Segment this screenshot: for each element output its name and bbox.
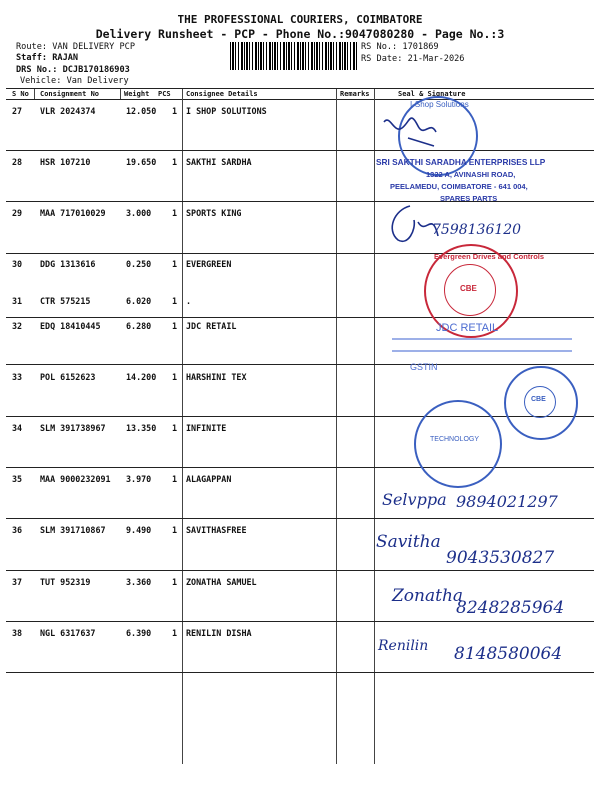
row-divider [6,467,594,468]
signature-35: Selvppa [382,490,447,509]
row-consignee: ALAGAPPAN [186,474,232,484]
row-pcs: 1 [172,525,178,535]
sakthi-stamp-addr2: PEELAMEDU, COIMBATORE - 641 004, [390,182,528,191]
runsheet-subtitle: Delivery Runsheet - PCP - Phone No.:9047080280 - Page No.:3 [95,27,505,41]
row-sno: 34 [12,423,23,433]
row-consignee: SAVITHASFREE [186,525,247,535]
row-consignment: MAA 717010029 [40,208,106,218]
row-pcs: 1 [172,321,178,331]
row-consignment: NGL 6317637 [40,628,96,638]
row-consignment: SLM 391710867 [40,525,106,535]
row-pcs: 1 [172,259,178,269]
row-divider [6,201,594,202]
col-divider [336,89,337,764]
row-sno: 32 [12,321,23,331]
row-divider [6,621,594,622]
row-weight: 19.650 [126,157,157,167]
company-title: THE PROFESSIONAL COURIERS, COIMBATORE [177,13,423,26]
row-weight: 3.970 [126,474,152,484]
row-sno: 36 [12,525,23,535]
row-consignment: SLM 391738967 [40,423,106,433]
row-weight: 6.280 [126,321,152,331]
col-sno: S No [12,90,29,98]
row-weight: 14.200 [126,372,157,382]
col-divider [34,89,35,99]
row-weight: 3.000 [126,208,152,218]
row-consignee: JDC RETAIL [186,321,237,331]
row-consignee: INFINITE [186,423,227,433]
row-sno: 29 [12,208,23,218]
col-consignee: Consignee Details [186,90,258,98]
row-weight: 6.020 [126,296,152,306]
row-weight: 13.350 [126,423,157,433]
row-pcs: 1 [172,296,178,306]
row-sno: 31 [12,296,23,306]
header-bottom-border [6,99,594,100]
col-seal: Seal & Signature [398,90,466,98]
row-consignee: EVERGREEN [186,259,232,269]
row-weight: 12.050 [126,106,157,116]
row-divider [6,364,594,365]
phone-36: 9043530827 [446,548,555,568]
row-consignee: . [186,296,192,306]
row-sno: 35 [12,474,23,484]
col-pcs: PCS [158,90,171,98]
row-sno: 37 [12,577,23,587]
harshini-stamp-center: CBE [531,396,546,403]
row-consignee: SPORTS KING [186,208,242,218]
col-weight: Weight [124,90,150,98]
barcode [230,42,358,70]
col-divider [374,89,375,764]
sakthi-stamp-addr1: 1322 A, AVINASHI ROAD, [426,170,516,179]
row-sno: 38 [12,628,23,638]
row-consignment: CTR 575215 [40,296,91,306]
rs-date: RS Date: 21-Mar-2026 [361,54,465,64]
row-pcs: 1 [172,372,178,382]
row-consignee: I SHOP SOLUTIONS [186,106,267,116]
signature-38: Renilin [378,638,429,654]
row-pcs: 1 [172,208,178,218]
row-pcs: 1 [172,157,178,167]
row-divider [6,672,594,673]
row-weight: 9.490 [126,525,152,535]
row-pcs: 1 [172,423,178,433]
row-sno: 33 [12,372,23,382]
route-label: Route: VAN DELIVERY PCP [16,42,135,52]
row-consignment: VLR 2024374 [40,106,96,116]
table-top-border [6,88,594,89]
row-consignment: POL 6152623 [40,372,96,382]
row-weight: 0.250 [126,259,152,269]
row-pcs: 1 [172,474,178,484]
rs-number: RS No.: 1701869 [361,42,439,52]
phone-38: 8148580064 [454,644,563,664]
col-consignment: Consignment No [40,90,100,98]
row-divider [6,518,594,519]
col-remarks: Remarks [340,90,370,98]
jdc-stamp-line [392,338,572,340]
row-consignee: SAKTHI SARDHA [186,157,252,167]
vehicle-label: Vehicle: Van Delivery [20,76,129,86]
phone-35: 9894021297 [456,492,558,511]
evergreen-stamp-center: CBE [460,284,477,293]
infinite-stamp-text: TECHNOLOGY [430,436,480,443]
signature-37: Zonatha [392,586,464,606]
infinite-stamp [414,400,502,488]
jdc-stamp-name: JDC RETAIL [436,322,499,334]
jdc-stamp-gst: GSTIN [410,362,438,372]
sakthi-stamp-name: SRI SAKTHI SARADHA ENTERPRISES LLP [376,157,546,167]
col-divider [182,89,183,764]
row-divider [6,150,594,151]
signature-36: Savitha [376,532,441,552]
phone-29: 7598136120 [432,222,522,238]
row-sno: 30 [12,259,23,269]
row-consignment: MAA 9000232091 [40,474,111,484]
row-pcs: 1 [172,577,178,587]
jdc-stamp-line [392,350,572,352]
phone-37: 8248285964 [456,598,565,618]
row-consignment: EDQ 18410445 [40,321,101,331]
staff-label: Staff: RAJAN [16,53,79,63]
i-shop-stamp-text: I-Shop Solutions [410,100,469,109]
row-pcs: 1 [172,106,178,116]
signature-27 [378,104,448,154]
evergreen-stamp-ring: Evergreen Drives and Controls [434,252,545,261]
row-divider [6,570,594,571]
row-consignment: DDG 1313616 [40,259,96,269]
row-weight: 3.360 [126,577,152,587]
row-weight: 6.390 [126,628,152,638]
row-sno: 28 [12,157,23,167]
row-pcs: 1 [172,628,178,638]
row-consignee: RENILIN DISHA [186,628,252,638]
drs-number: DRS No.: DCJB170186903 [16,65,130,75]
row-consignment: HSR 107210 [40,157,91,167]
sakthi-stamp-addr3: SPARES PARTS [440,194,498,203]
row-consignee: ZONATHA SAMUEL [186,577,257,587]
row-consignment: TUT 952319 [40,577,91,587]
col-divider [120,89,121,99]
row-sno: 27 [12,106,23,116]
row-consignee: HARSHINI TEX [186,372,247,382]
